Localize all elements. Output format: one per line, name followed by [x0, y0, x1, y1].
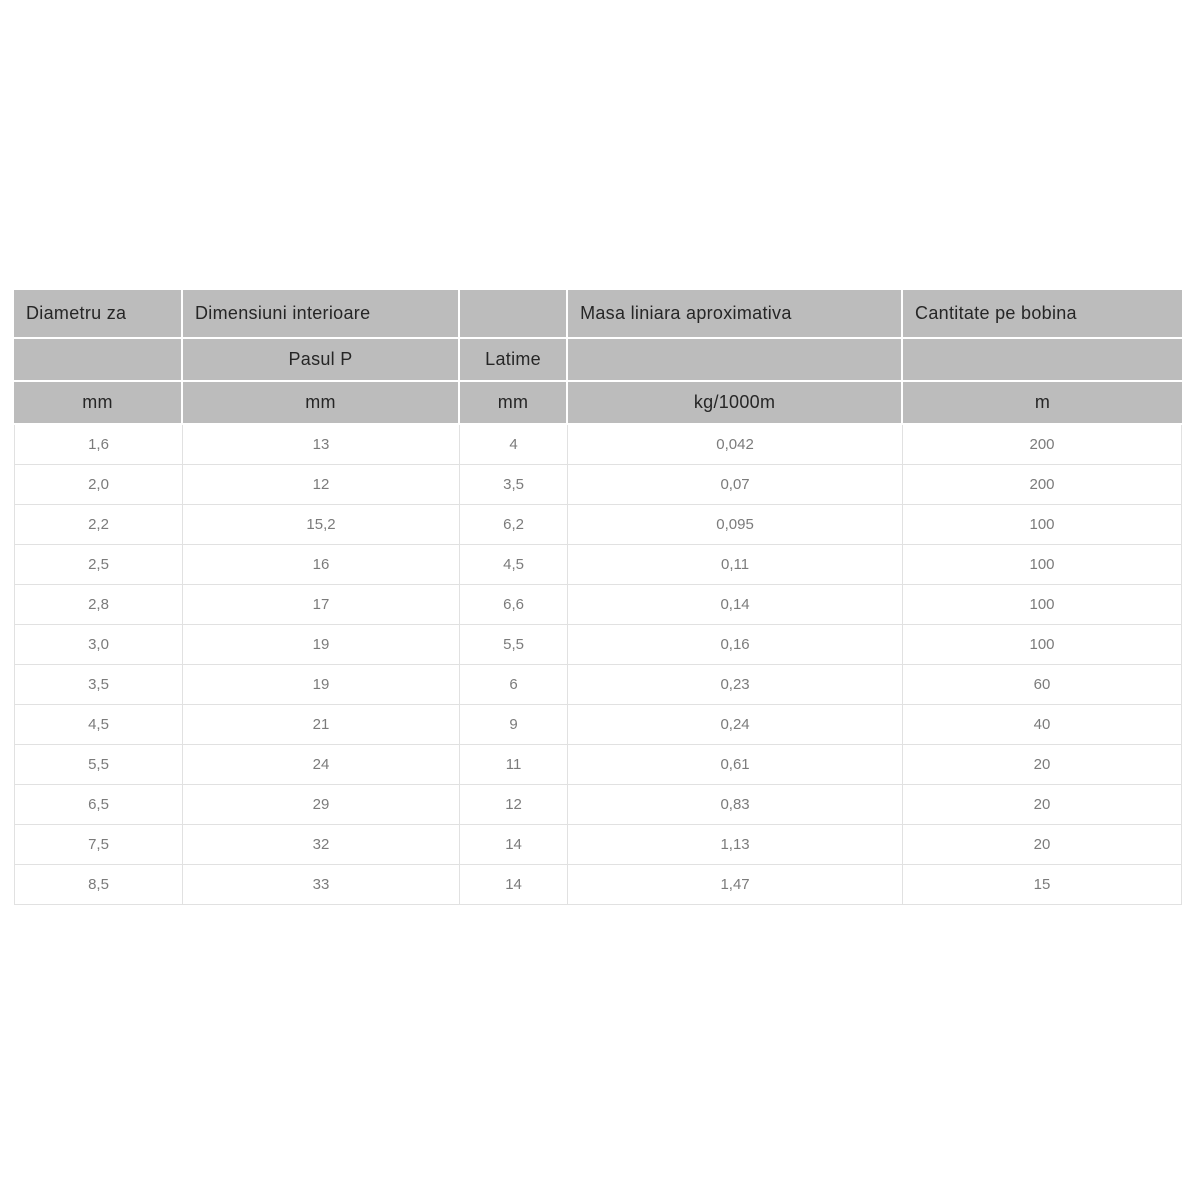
table-cell: 29	[183, 785, 460, 825]
table-cell: 100	[903, 585, 1182, 625]
header-cell-unit-m: m	[903, 382, 1182, 425]
table-cell: 19	[183, 665, 460, 705]
table-cell: 200	[903, 465, 1182, 505]
table-cell: 4,5	[14, 705, 183, 745]
table-cell: 11	[460, 745, 568, 785]
table-cell: 9	[460, 705, 568, 745]
table-body	[14, 425, 1182, 905]
table-cell: 3,5	[460, 465, 568, 505]
table-cell: 15,2	[183, 505, 460, 545]
table-cell: 5,5	[14, 745, 183, 785]
header-cell-empty-2	[14, 339, 183, 382]
table-row	[14, 425, 1182, 465]
table-cell: 15	[903, 865, 1182, 905]
spec-table	[14, 290, 1182, 905]
header-row-titles	[14, 290, 1182, 339]
table-cell: 0,095	[568, 505, 903, 545]
table-row	[14, 545, 1182, 585]
header-cell-unit-kg1000m: kg/1000m	[568, 382, 903, 425]
table-cell: 0,83	[568, 785, 903, 825]
table-cell: 17	[183, 585, 460, 625]
table-cell: 0,24	[568, 705, 903, 745]
table-cell: 0,14	[568, 585, 903, 625]
header-cell-masa: Masa liniara aproximativa	[568, 290, 903, 339]
table-row	[14, 825, 1182, 865]
table-cell: 6,2	[460, 505, 568, 545]
table-row	[14, 625, 1182, 665]
table-cell: 100	[903, 625, 1182, 665]
header-cell-cantitate: Cantitate pe bobina	[903, 290, 1182, 339]
header-cell-empty-1	[460, 290, 568, 339]
table-cell: 0,23	[568, 665, 903, 705]
table-cell: 0,61	[568, 745, 903, 785]
header-cell-pasul-p: Pasul P	[183, 339, 460, 382]
table-cell: 21	[183, 705, 460, 745]
header-row-units	[14, 382, 1182, 425]
table-cell: 1,13	[568, 825, 903, 865]
table-row	[14, 745, 1182, 785]
table-cell: 1,6	[14, 425, 183, 465]
table-cell: 12	[460, 785, 568, 825]
table-row	[14, 865, 1182, 905]
table-cell: 6,5	[14, 785, 183, 825]
table-cell: 60	[903, 665, 1182, 705]
table-cell: 0,11	[568, 545, 903, 585]
table-cell: 24	[183, 745, 460, 785]
table-cell: 32	[183, 825, 460, 865]
table-cell: 8,5	[14, 865, 183, 905]
header-cell-unit-mm-2: mm	[183, 382, 460, 425]
table-cell: 200	[903, 425, 1182, 465]
header-cell-empty-4	[903, 339, 1182, 382]
table-cell: 3,0	[14, 625, 183, 665]
table-cell: 20	[903, 745, 1182, 785]
table-row	[14, 505, 1182, 545]
table-cell: 7,5	[14, 825, 183, 865]
header-cell-unit-mm-1: mm	[14, 382, 183, 425]
table-row	[14, 665, 1182, 705]
header-cell-unit-mm-3: mm	[460, 382, 568, 425]
table-cell: 14	[460, 865, 568, 905]
table-cell: 2,2	[14, 505, 183, 545]
table-cell: 16	[183, 545, 460, 585]
table-cell: 100	[903, 505, 1182, 545]
table-cell: 12	[183, 465, 460, 505]
table-cell: 3,5	[14, 665, 183, 705]
table-cell: 4	[460, 425, 568, 465]
table-row	[14, 785, 1182, 825]
header-cell-diametru: Diametru za	[14, 290, 183, 339]
table-cell: 19	[183, 625, 460, 665]
header-cell-latime: Latime	[460, 339, 568, 382]
table-cell: 20	[903, 825, 1182, 865]
header-row-subtitles	[14, 339, 1182, 382]
table-cell: 14	[460, 825, 568, 865]
table-cell: 0,042	[568, 425, 903, 465]
header-cell-empty-3	[568, 339, 903, 382]
table-cell: 1,47	[568, 865, 903, 905]
table-cell: 5,5	[460, 625, 568, 665]
table-cell: 13	[183, 425, 460, 465]
table-cell: 100	[903, 545, 1182, 585]
table-row	[14, 705, 1182, 745]
table-cell: 40	[903, 705, 1182, 745]
table-header	[14, 290, 1182, 425]
table-cell: 2,8	[14, 585, 183, 625]
table-cell: 20	[903, 785, 1182, 825]
table-cell: 2,0	[14, 465, 183, 505]
table-cell: 6,6	[460, 585, 568, 625]
table-cell: 0,07	[568, 465, 903, 505]
table-cell: 4,5	[460, 545, 568, 585]
table-row	[14, 465, 1182, 505]
header-cell-dimensiuni: Dimensiuni interioare	[183, 290, 460, 339]
table-cell: 0,16	[568, 625, 903, 665]
table-cell: 2,5	[14, 545, 183, 585]
table-row	[14, 585, 1182, 625]
table-cell: 33	[183, 865, 460, 905]
table-cell: 6	[460, 665, 568, 705]
